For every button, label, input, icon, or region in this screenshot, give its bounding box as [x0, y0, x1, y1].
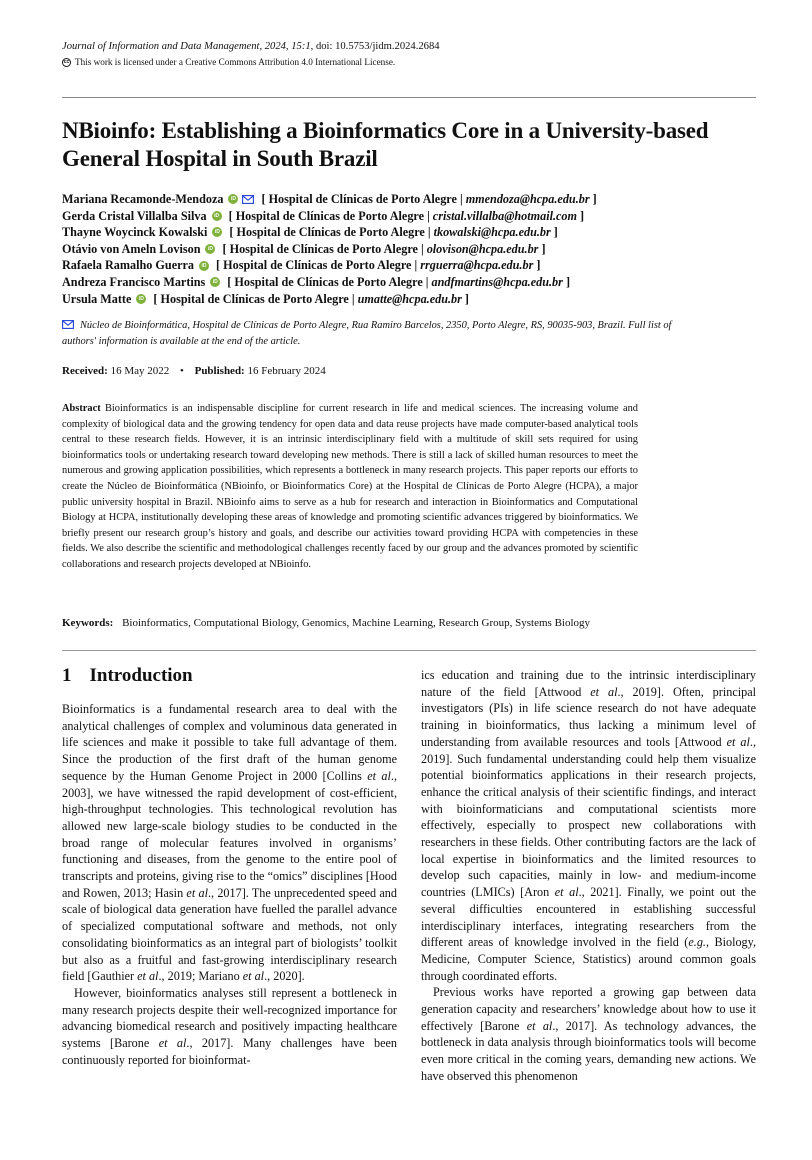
- italic-text: et al: [590, 684, 618, 699]
- body-paragraph: [421, 667, 756, 984]
- keywords: [62, 616, 590, 631]
- author-email[interactable]: cristal.villalba@hotmail.com: [432, 208, 577, 223]
- paragraph-text: ., 2017]. As technology advances, the bottleneck in data analysis through bioinformatics tools will become even more critical in the coming years, demanding new actions. We have observed this phenomenon: [421, 1018, 756, 1083]
- affiliation-name: Hospital de Clínicas de Porto Alegre: [268, 192, 457, 206]
- author-entry: [62, 257, 597, 274]
- section-number: 1: [62, 665, 72, 686]
- author-affiliation: [ Hospital de Clínicas de Porto Alegre | mmendoza@hcpa.edu.br ]: [261, 192, 597, 206]
- affiliation-name: Hospital de Clínicas de Porto Alegre: [229, 241, 418, 256]
- orcid-icon[interactable]: iD: [228, 194, 238, 204]
- published-label: Published:: [194, 365, 245, 377]
- italic-text: et al: [158, 1036, 187, 1051]
- paragraph-text: ., 2003], we have witnessed the rapid development of cost-efficient, high-throughput technologies. This technological revolution has allowed new large-scale biology studies to be conducted in the broad range of molecular features involved in organisms’ functioning and diseases, from the genome to the entire pool of transcripts and proteins, giving rise to the “omics” disciplines [Hood and Rowen, 2013; Hasin: [62, 768, 397, 900]
- italic-text: et al: [242, 969, 265, 984]
- author-entry: [62, 291, 597, 308]
- correspondence-text: Núcleo de Bioinformática, Hospital de Clínicas de Porto Alegre, Rua Ramiro Barcelos, 2350, Porto Alegre, RS, 90035-903, Brazil. Full list of authors' information is available at the end of the article.: [62, 320, 672, 347]
- paragraph-text: ., 2019]. Often, principal investigators (PIs) in life science research do not have adequate training in bioinformatics, thus lacking a minimum level of understanding from available resources and tools [Attwood: [421, 684, 756, 749]
- italic-text: e.g.,: [688, 935, 710, 950]
- paragraph-text: Bioinformatics is a fundamental research area to deal with the analytical challenges of complex and voluminous data generated in life sciences and make it possible to take full advantage of them. Since the production of the first draft of the human genome sequence by the Human Genome Project in 2000 [Collins: [62, 702, 397, 783]
- section-heading: [62, 664, 193, 688]
- journal-citation: Journal of Information and Data Management, 2024, 15:1,: [62, 41, 314, 52]
- received-label: Received:: [62, 365, 108, 377]
- orcid-icon[interactable]: iD: [210, 277, 220, 287]
- mail-icon: [62, 320, 74, 329]
- italic-text: et al: [526, 1018, 553, 1033]
- paragraph-text: ics education and training due to the intrinsic interdisciplinary nature of the field [Attwood: [421, 668, 756, 699]
- author-affiliation: [ Hospital de Clínicas de Porto Alegre | andfmartins@hcpa.edu.br ]: [227, 274, 570, 289]
- body-column-right: [421, 667, 756, 1085]
- body-paragraph: [421, 984, 756, 1084]
- paragraph-text: Biology, Medicine, Computer Science, Statistics) around common goals through coordinated efforts.: [421, 935, 756, 983]
- affiliation-name: Hospital de Clínicas de Porto Alegre: [235, 208, 425, 223]
- license-text[interactable]: This work is licensed under a Creative Commons Attribution 4.0 International License.: [75, 57, 396, 67]
- keywords-label: Keywords:: [62, 617, 114, 629]
- author-list: [62, 191, 597, 307]
- author-email[interactable]: rrguerra@hcpa.edu.br: [420, 258, 534, 273]
- body-paragraph: [62, 701, 397, 985]
- doi-link[interactable]: doi: 10.5753/jidm.2024.2684: [315, 41, 440, 52]
- author-entry: [62, 224, 597, 241]
- paragraph-text: However, bioinformatics analyses still represent a bottleneck in many research projects despite their well-recognized importance for advancing biomedical research and positively impacting healthcare systems [Barone: [62, 985, 397, 1051]
- italic-text: et al: [726, 734, 750, 749]
- paragraph-text: ., 2020].: [264, 969, 305, 984]
- abstract-label: Abstract: [62, 403, 101, 414]
- license-line: [62, 56, 395, 69]
- paper-title: NBioinfo: Establishing a Bioinformatics Core in a University-based General Hospital in South Brazil: [62, 118, 709, 171]
- header-divider: [62, 97, 756, 98]
- author-name: Rafaela Ramalho Guerra: [62, 258, 195, 273]
- italic-text: et al: [186, 885, 208, 900]
- affiliation-name: Hospital de Clínicas de Porto Alegre: [223, 258, 412, 273]
- author-name: Mariana Recamonde-Mendoza: [62, 192, 224, 206]
- published-date: 16 February 2024: [247, 365, 326, 377]
- author-email[interactable]: andfmartins@hcpa.edu.br: [431, 274, 563, 289]
- italic-text: et al: [367, 768, 391, 783]
- author-entry: [62, 208, 597, 225]
- author-affiliation: [ Hospital de Clínicas de Porto Alegre | cristal.villalba@hotmail.com ]: [228, 208, 585, 223]
- author-affiliation: [ Hospital de Clínicas de Porto Alegre | rrguerra@hcpa.edu.br ]: [216, 258, 541, 273]
- author-entry: [62, 241, 597, 258]
- paragraph-text: ., 2017]. Many challenges have been continuously reported for bioinformat-: [62, 1036, 397, 1067]
- correspondence-address: [62, 318, 702, 349]
- author-email[interactable]: mmendoza@hcpa.edu.br: [465, 192, 590, 206]
- paragraph-text: Previous works have reported a growing gap between data generation capacity and researchers’ knowledge about how to use it effectively [Barone: [421, 985, 756, 1033]
- abstract-text: Bioinformatics is an indispensable discipline for current research in life and medical sciences. The increasing volume and complexity of biological data and the growing tendency for open data and data reuse projects have made computer-based analytical tools central to these research fields. However, it is an intrinsic interdisciplinary field with a multitude of skill sets required for using bioinformatics tools or undertaking research toward developing new methods. There is still a lack of skilled human resources to meet the numerous and growing application possibilities, which represents a bottleneck in many research projects. This paper reports our efforts to create the Núcleo de Bioinformática (NBioinfo, or Bioinformatics Core) at the Hospital de Clínicas de Porto Alegre (HCPA), a major public university hospital in Brazil. NBioinfo aims to serve as a hub for research and interaction in Bioinformatics and Computational Biology at HCPA, institutionally developing these areas of knowledge and promoting scientific advances triggered by bioinformatics. We briefly present our research group’s history and goals, and describe our activities toward providing HCPA with competencies in these fields. We also describe the scientific and methodological challenges recently faced by our group and the advances promoted by scientific collaborations and research projects developed at NBioinfo.: [62, 403, 638, 570]
- paragraph-text: ., 2019; Mariano: [158, 969, 243, 984]
- author-entry: [62, 191, 597, 208]
- author-name: Thayne Woycinck Kowalski: [62, 225, 208, 240]
- cc-icon: cc: [63, 59, 70, 65]
- abstract-divider: [62, 650, 756, 651]
- body-paragraph: [62, 985, 397, 1069]
- affiliation-name: Hospital de Clínicas de Porto Alegre: [236, 225, 425, 240]
- orcid-icon[interactable]: iD: [199, 261, 209, 271]
- italic-text: et al: [554, 885, 579, 900]
- author-entry: [62, 274, 597, 291]
- author-affiliation: [ Hospital de Clínicas de Porto Alegre | tkowalski@hcpa.edu.br ]: [229, 225, 558, 240]
- author-name: Ursula Matte: [62, 291, 132, 306]
- section-title: Introduction: [89, 665, 193, 686]
- author-name: Andreza Francisco Martins: [62, 274, 206, 289]
- paragraph-text: ., 2017]. The unprecedented speed and scale of biological data generation have fuelled the parallel advance of specialized computational software and methods, not only consolidating bioinformatics as an integral part of biologists’ toolkit but also as a fruitful and fast-growing interdisciplinary research field [Gauthier: [62, 885, 397, 984]
- affiliation-name: Hospital de Clínicas de Porto Alegre: [234, 274, 423, 289]
- mail-icon[interactable]: [242, 195, 254, 204]
- body-column-left: [62, 701, 397, 1068]
- received-date: 16 May 2022: [110, 365, 170, 377]
- author-affiliation: [ Hospital de Clínicas de Porto Alegre | umatte@hcpa.edu.br ]: [153, 291, 469, 306]
- orcid-icon[interactable]: iD: [212, 227, 222, 237]
- author-email[interactable]: umatte@hcpa.edu.br: [357, 291, 462, 306]
- orcid-icon[interactable]: iD: [136, 294, 146, 304]
- author-affiliation: [ Hospital de Clínicas de Porto Alegre | olovison@hcpa.edu.br ]: [222, 241, 546, 256]
- author-email[interactable]: tkowalski@hcpa.edu.br: [433, 225, 551, 240]
- author-email[interactable]: olovison@hcpa.edu.br: [426, 241, 539, 256]
- journal-header: [62, 40, 440, 54]
- orcid-icon[interactable]: iD: [205, 244, 215, 254]
- keywords-text: Bioinformatics, Computational Biology, Genomics, Machine Learning, Research Group, Systems Biology: [122, 617, 591, 629]
- italic-text: et al: [137, 969, 159, 984]
- publication-dates: [62, 364, 326, 379]
- author-name: Gerda Cristal Villalba Silva: [62, 208, 207, 223]
- affiliation-name: Hospital de Clínicas de Porto Alegre: [160, 291, 349, 306]
- orcid-icon[interactable]: iD: [212, 211, 222, 221]
- abstract: [62, 401, 638, 573]
- bullet-separator: •: [179, 365, 184, 377]
- author-name: Otávio von Ameln Lovison: [62, 241, 201, 256]
- paragraph-text: ., 2021]. Finally, we point out the several difficulties encountered in establishing successful interdisciplinary interfaces, integrating researchers from the different areas of knowledge involved in the field (: [421, 885, 756, 950]
- paragraph-text: ., 2019]. Such fundamental understanding could help them visualize potential bioinformatics applications in their research projects, enhance the critical analysis of their scientific findings, and interact with bioinformaticians and computational scientists more effectively, especially to prospect new collaborations with researchers in these fields. Other contributing factors are the lack of local expertise in bioinformatics and the limited resources to develop such capacities, mainly in low- and medium-income countries (LMICs) [Aron: [421, 734, 756, 900]
